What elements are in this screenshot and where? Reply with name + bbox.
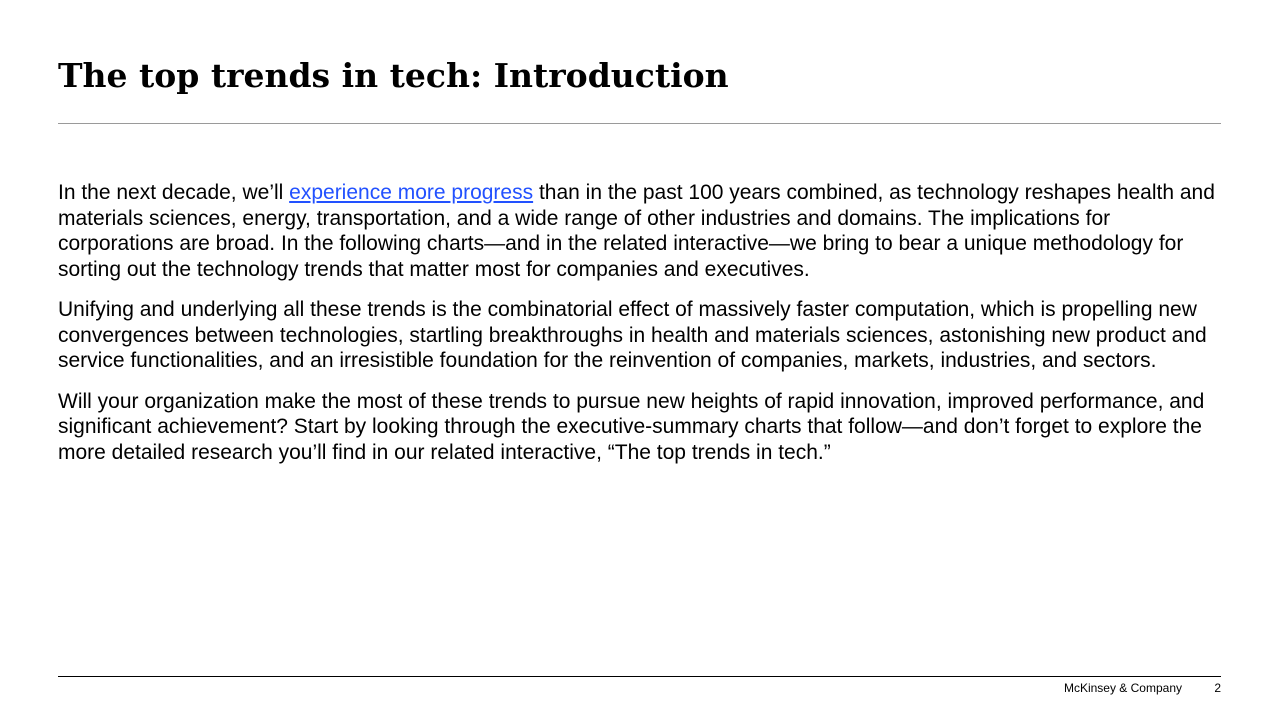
title-divider	[58, 123, 1221, 124]
footer-divider	[58, 676, 1221, 677]
paragraph-1-lead: In the next decade, we’ll	[58, 181, 290, 204]
experience-more-progress-link[interactable]: experience more progress	[289, 181, 534, 204]
paragraph-3: Will your organization make the most of these trends to pursue new heights of rapid innovation, improved performance, and significant achievement? Start by looking through the executive-summary charts that follow—and don’t forget to explore the more detailed research you’ll find in our related interactive, “The top trends in tech.”	[58, 389, 1205, 464]
body-text	[58, 180, 1228, 480]
page-title: The top trends in tech: Introduction	[58, 56, 729, 95]
paragraph-1	[58, 180, 1228, 282]
page-number: 2	[1214, 681, 1221, 695]
paragraph-2: Unifying and underlying all these trends is the combinatorial effect of massively faster computation, which is propelling new convergences between technologies, startling breakthroughs in health and materials sciences, astonishing new product and service functionalities, and an irresistible foundation for the reinvention of companies, markets, industries, and sectors.	[58, 298, 1207, 372]
paragraph-1-rest: than in the past 100 years combined, as technology reshapes health and materials sciences, energy, transportation, and a wide range of other industries and domains. The implications for corporations are broad. In the following charts—and in the related interactive—we bring to bear a unique methodology for sorting out the technology trends that matter most for companies and executives.	[58, 181, 1215, 281]
footer-company-name: McKinsey & Company	[1063, 681, 1182, 695]
